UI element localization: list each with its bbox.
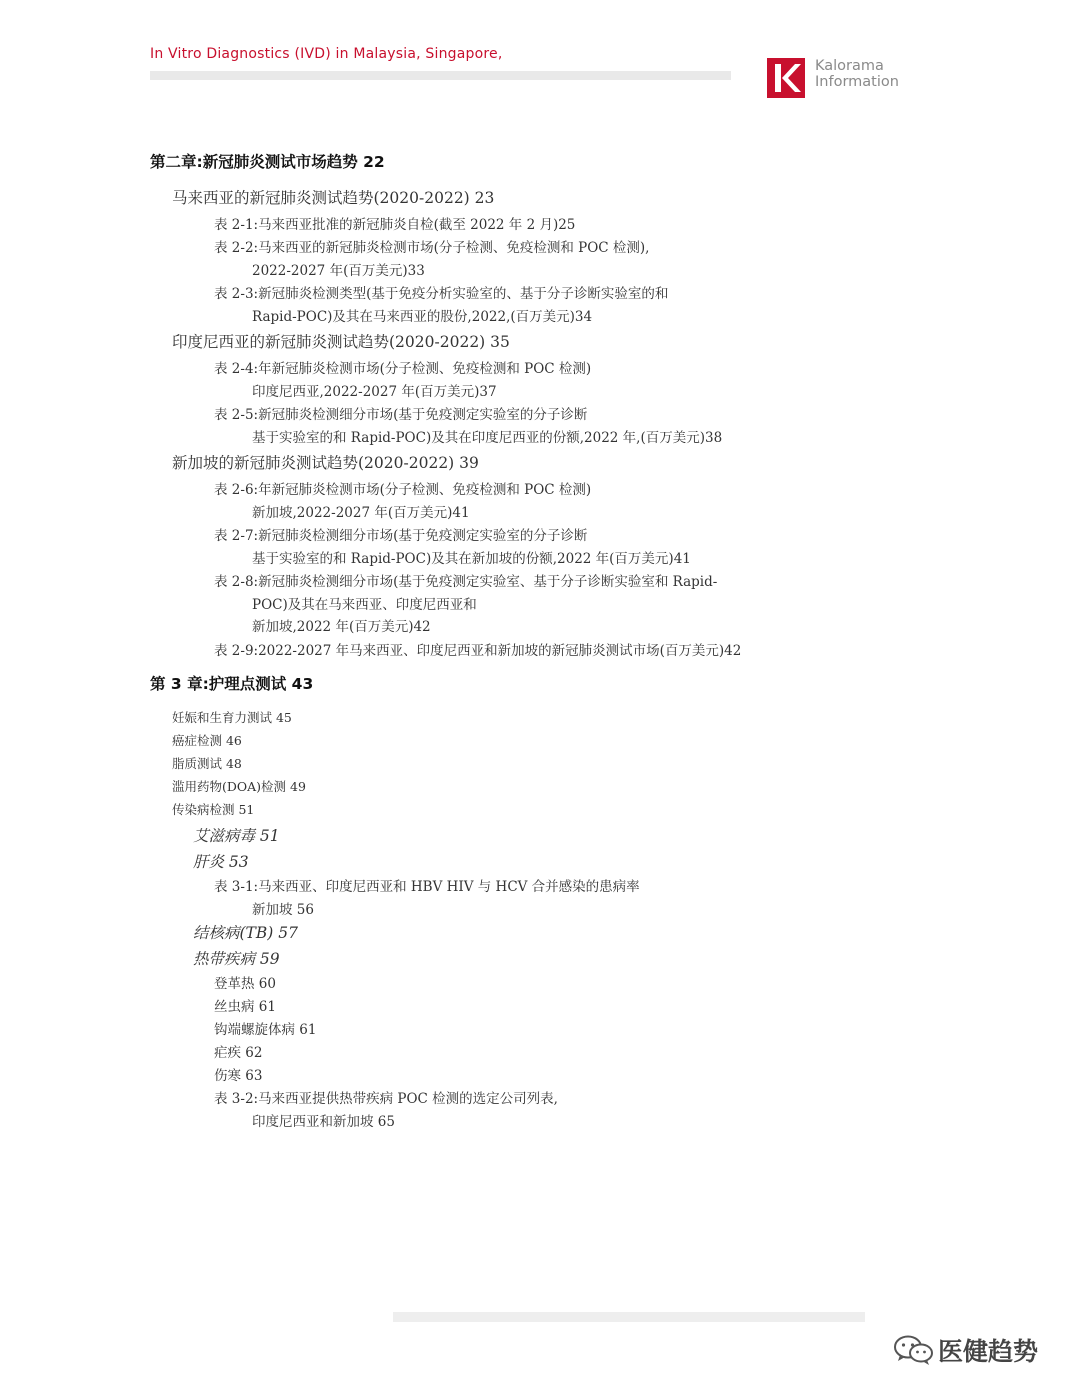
toc-section-indonesia: 印度尼西亚的新冠肺炎测试趋势(2020-2022) 35: [172, 333, 510, 351]
toc-sub-filariasis: 丝虫病 61: [214, 999, 276, 1015]
toc-sub-leptospirosis: 钩端螺旋体病 61: [214, 1022, 317, 1038]
toc-entry-infectious: 传染病检测 51: [172, 802, 255, 817]
toc-table-2-2: 表 2-2:马来西亚的新冠肺炎检测市场(分子检测、免疫检测和 POC 检测),: [214, 240, 650, 256]
footer-bar: [393, 1312, 865, 1322]
toc-sub-tb: 结核病(TB) 57: [193, 924, 298, 942]
toc-sub-malaria: 疟疾 62: [214, 1045, 263, 1061]
toc-table-3-1-cont: 新加坡 56: [252, 902, 314, 918]
toc-table-3-2: 表 3-2:马来西亚提供热带疾病 POC 检测的选定公司列表,: [214, 1091, 558, 1107]
toc-table-2-8-cont: POC)及其在马来西亚、印度尼西亚和: [252, 597, 477, 613]
toc-table-2-5-cont: 基于实验室的和 Rapid-POC)及其在印度尼西亚的份额,2022 年,(百万美元)38: [252, 430, 723, 446]
toc-table-2-3-cont: Rapid-POC)及其在马来西亚的股份,2022,(百万美元)34: [252, 309, 593, 325]
toc-entry-lipid: 脂质测试 48: [172, 756, 242, 771]
toc-table-2-9: 表 2-9:2022-2027 年马来西亚、印度尼西亚和新加坡的新冠肺炎测试市场(百万美元)42: [214, 643, 742, 659]
logo-line-2: Information: [815, 74, 899, 90]
toc-table-2-7: 表 2-7:新冠肺炎检测细分市场(基于免疫测定实验室的分子诊断: [214, 528, 588, 544]
toc-entry-doa: 滥用药物(DOA)检测 49: [172, 779, 306, 794]
wechat-icon: [893, 1334, 935, 1366]
toc-table-2-4-cont: 印度尼西亚,2022-2027 年(百万美元)37: [252, 384, 497, 400]
toc-table-2-8-cont-2: 新加坡,2022 年(百万美元)42: [252, 619, 431, 635]
toc-sub-hiv: 艾滋病毒 51: [193, 827, 280, 845]
toc-table-2-2-cont: 2022-2027 年(百万美元)33: [252, 263, 425, 279]
toc-table-3-2-cont: 印度尼西亚和新加坡 65: [252, 1114, 395, 1130]
toc-sub-tropical: 热带疾病 59: [193, 950, 280, 968]
toc-table-2-7-cont: 基于实验室的和 Rapid-POC)及其在新加坡的份额,2022 年(百万美元)41: [252, 551, 691, 567]
toc-table-2-4: 表 2-4:年新冠肺炎检测市场(分子检测、免疫检测和 POC 检测): [214, 361, 592, 377]
toc-table-3-1: 表 3-1:马来西亚、印度尼西亚和 HBV HIV 与 HCV 合并感染的患病率: [214, 879, 640, 895]
toc-table-2-8: 表 2-8:新冠肺炎检测细分市场(基于免疫测定实验室、基于分子诊断实验室和 Rapid-: [214, 574, 718, 590]
kalorama-logo-mark-icon: [767, 58, 805, 98]
toc-entry-cancer: 癌症检测 46: [172, 733, 242, 748]
chapter-3-heading: 第 3 章:护理点测试 43: [150, 675, 314, 693]
header-divider-bar: [150, 71, 731, 80]
toc-table-2-6: 表 2-6:年新冠肺炎检测市场(分子检测、免疫检测和 POC 检测): [214, 482, 592, 498]
toc-section-malaysia: 马来西亚的新冠肺炎测试趋势(2020-2022) 23: [172, 189, 495, 207]
toc-table-2-6-cont: 新加坡,2022-2027 年(百万美元)41: [252, 505, 470, 521]
toc-entry-pregnancy: 妊娠和生育力测试 45: [172, 710, 292, 725]
kalorama-logo: [767, 58, 907, 98]
watermark-text: 医健趋势: [938, 1337, 1039, 1366]
toc-table-2-3: 表 2-3:新冠肺炎检测类型(基于免疫分析实验室的、基于分子诊断实验室的和: [214, 286, 669, 302]
toc-table-2-5: 表 2-5:新冠肺炎检测细分市场(基于免疫测定实验室的分子诊断: [214, 407, 588, 423]
toc-sub-hepatitis: 肝炎 53: [193, 853, 249, 871]
logo-line-1: Kalorama: [815, 58, 884, 74]
toc-section-singapore: 新加坡的新冠肺炎测试趋势(2020-2022) 39: [172, 454, 479, 472]
chapter-2-heading: 第二章:新冠肺炎测试市场趋势 22: [150, 153, 385, 171]
toc-sub-typhoid: 伤寒 63: [214, 1068, 263, 1084]
toc-table-2-1: 表 2-1:马来西亚批准的新冠肺炎自检(截至 2022 年 2 月)25: [214, 217, 576, 233]
toc-sub-dengue: 登革热 60: [214, 976, 276, 992]
report-header-title: In Vitro Diagnostics (IVD) in Malaysia, Singapore,: [150, 46, 503, 62]
logo-wordmark: [815, 58, 899, 90]
